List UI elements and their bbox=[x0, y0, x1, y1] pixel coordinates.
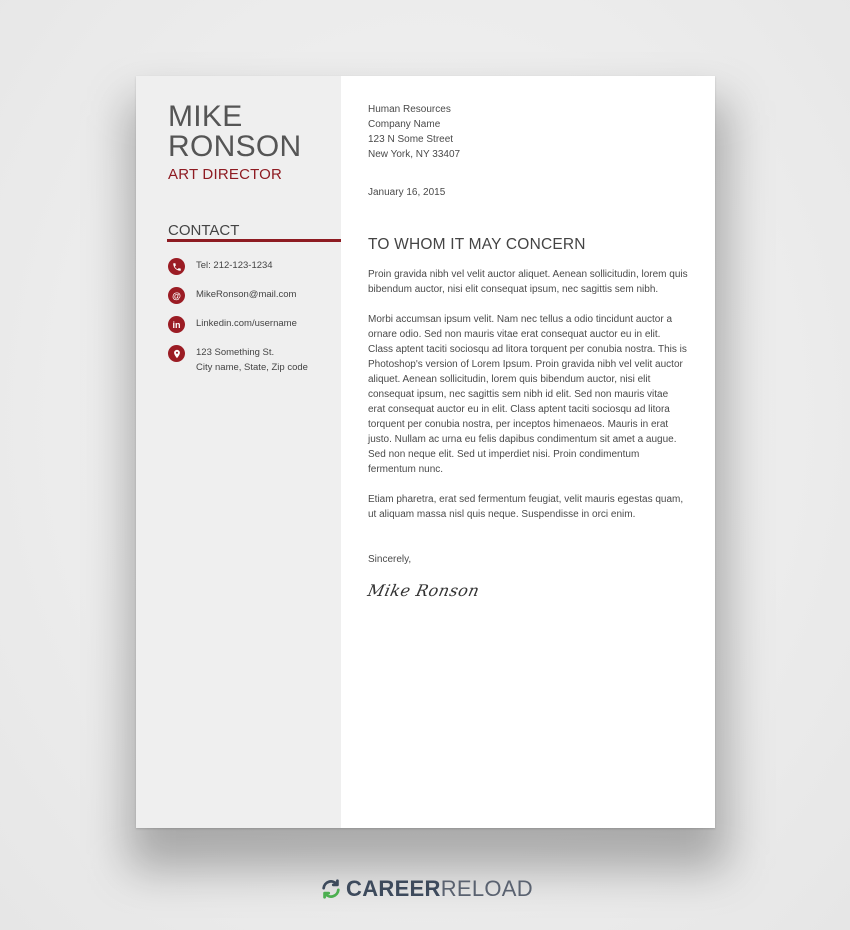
recipient-line-1: Human Resources bbox=[368, 104, 451, 115]
letter-body bbox=[365, 102, 688, 601]
contact-list bbox=[168, 258, 338, 387]
location-pin-icon bbox=[168, 345, 185, 362]
email-icon: @ bbox=[168, 287, 185, 304]
job-title: ART DIRECTOR bbox=[168, 166, 283, 183]
letter-date: January 16, 2015 bbox=[368, 187, 446, 198]
reload-icon bbox=[320, 878, 346, 900]
closing: Sincerely, bbox=[368, 554, 412, 565]
paragraph-3: Etiam pharetra, erat sed fermentum feugiat, velit mauris egestas quam, ut aliquam massa nisl quis neque. Suspendisse in orci enim. bbox=[368, 494, 684, 520]
contact-email bbox=[168, 287, 338, 304]
signature: Mike Ronson bbox=[365, 581, 482, 600]
phone-icon bbox=[168, 258, 185, 275]
brand-name-light: RELOAD bbox=[440, 876, 533, 901]
linkedin-text[interactable]: Linkedin.com/username bbox=[196, 318, 297, 329]
recipient-line-3: 123 N Some Street bbox=[368, 134, 454, 145]
email-text[interactable]: MikeRonson@mail.com bbox=[196, 289, 297, 300]
recipient-line-4: New York, NY 33407 bbox=[368, 149, 461, 160]
linkedin-icon: in bbox=[168, 316, 185, 333]
paragraph-2: Morbi accumsan ipsum velit. Nam nec tellus a odio tincidunt auctor a ornare odio. Sed non mauris vitae erat consequat auctor eu in elit. Class aptent taciti sociosqu ad litora torquent per conubia nostra. This is Photoshop's version of Lorem Ipsum. Proin gravida nibh vel velit auctor aliquet. Aenean sollicitudin, lorem quis bibendum auctor, nisi elit consequat ipsum, nec sagittis sem nibh id elit. Sed non mauris vitae erat consequat auctor eu in elit. Class aptent taciti sociosqu ad litora torquent per conubia nostra, per inceptos himenaeos. Mauris in erat justo. Nullam ac urna eu felis dapibus condimentum sit amet a augue. Sed non neque elit. Sed ut imperdiet nisi. Proin condimentum fermentum nunc. bbox=[368, 314, 687, 475]
contact-address bbox=[168, 345, 338, 375]
contact-linkedin bbox=[168, 316, 338, 333]
cover-letter-page bbox=[136, 76, 715, 828]
address-text bbox=[196, 345, 308, 375]
candidate-name bbox=[168, 102, 301, 162]
recipient-address bbox=[368, 102, 688, 162]
sidebar bbox=[136, 76, 341, 828]
phone-text: Tel: 212-123-1234 bbox=[196, 260, 273, 271]
name-last: RONSON bbox=[168, 130, 302, 163]
name-first: MIKE bbox=[168, 100, 243, 133]
recipient-line-2: Company Name bbox=[368, 119, 441, 130]
contact-phone bbox=[168, 258, 338, 275]
contact-heading: CONTACT bbox=[168, 222, 240, 239]
brand-logo bbox=[320, 876, 533, 902]
address-line-1: 123 Something St. bbox=[196, 347, 275, 358]
brand-name-bold: CAREER bbox=[346, 876, 441, 901]
contact-divider bbox=[167, 239, 341, 242]
salutation: TO WHOM IT MAY CONCERN bbox=[368, 236, 586, 253]
address-line-2: City name, State, Zip code bbox=[196, 361, 308, 373]
paragraph-1: Proin gravida nibh vel velit auctor aliquet. Aenean sollicitudin, lorem quis bibendum auctor, nisi elit consequat ipsum, nec sagittis sem nibh. bbox=[368, 269, 688, 295]
